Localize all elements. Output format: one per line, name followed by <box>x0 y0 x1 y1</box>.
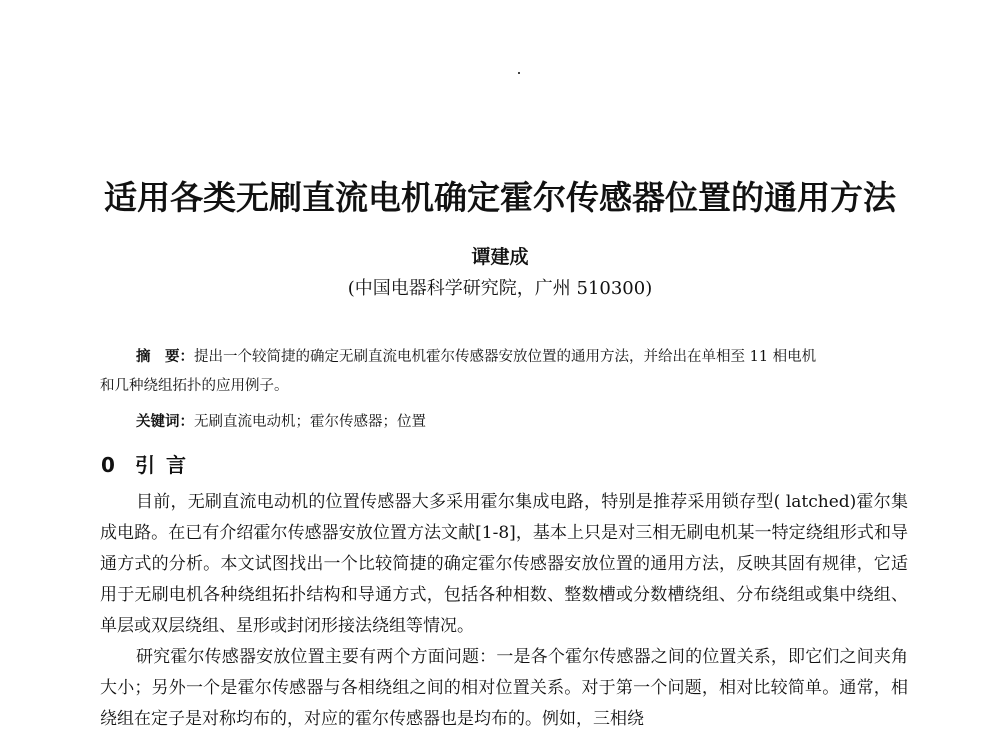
keywords-text: 无刷直流电动机；霍尔传感器；位置 <box>194 414 426 430</box>
section-heading <box>101 450 188 480</box>
body-text <box>100 487 908 735</box>
abstract-text-1: 提出一个较简捷的确定无刷直流电机霍尔传感器安放位置的通用方法，并给出在单相至 11 相电机 <box>194 349 817 365</box>
abstract-block <box>100 342 900 401</box>
scan-speck <box>518 72 520 74</box>
author-name: 谭建成 <box>471 246 529 268</box>
section-title: 引 言 <box>135 453 188 477</box>
body-paragraph-2: 研究霍尔传感器安放位置主要有两个方面问题：一是各个霍尔传感器之间的位置关系，即它们之间夹角大小；另外一个是霍尔传感器与各相绕组之间的相对位置关系。对于第一个问题，相对比较简单。通常，相绕组在定子是对称均布的，对应的霍尔传感器也是均布的。例如，三相绕 <box>100 647 908 729</box>
keywords-label: 关键词： <box>136 413 194 430</box>
body-paragraph-1: 目前，无刷直流电动机的位置传感器大多采用霍尔集成电路，特别是推荐采用锁存型( latched)霍尔集成电路。在已有介绍霍尔传感器安放位置方法文献[1-8]，基本上只是对三相无刷电机某一特定绕组形式和导通方式的分析。本文试图找出一个比较简捷的确定霍尔传感器安放位置的通用方法，反映其固有规律，它适用于无刷电机各种绕组拓扑结构和导通方式，包括各种相数、整数槽或分数槽绕组、分布绕组或集中绕组、单层或双层绕组、星形或封闭形接法绕组等情况。 <box>100 492 908 636</box>
abstract-label: 摘 要： <box>136 348 194 365</box>
section-number: 0 <box>101 453 117 477</box>
abstract-line-1 <box>100 342 900 372</box>
abstract-line-2: 和几种绕组拓扑的应用例子。 <box>100 378 289 394</box>
author-affiliation: (中国电器科学研究院，广州 510300) <box>347 278 653 299</box>
paper-title: 适用各类无刷直流电机确定霍尔传感器位置的通用方法 <box>104 178 896 217</box>
keywords-block <box>136 409 896 435</box>
